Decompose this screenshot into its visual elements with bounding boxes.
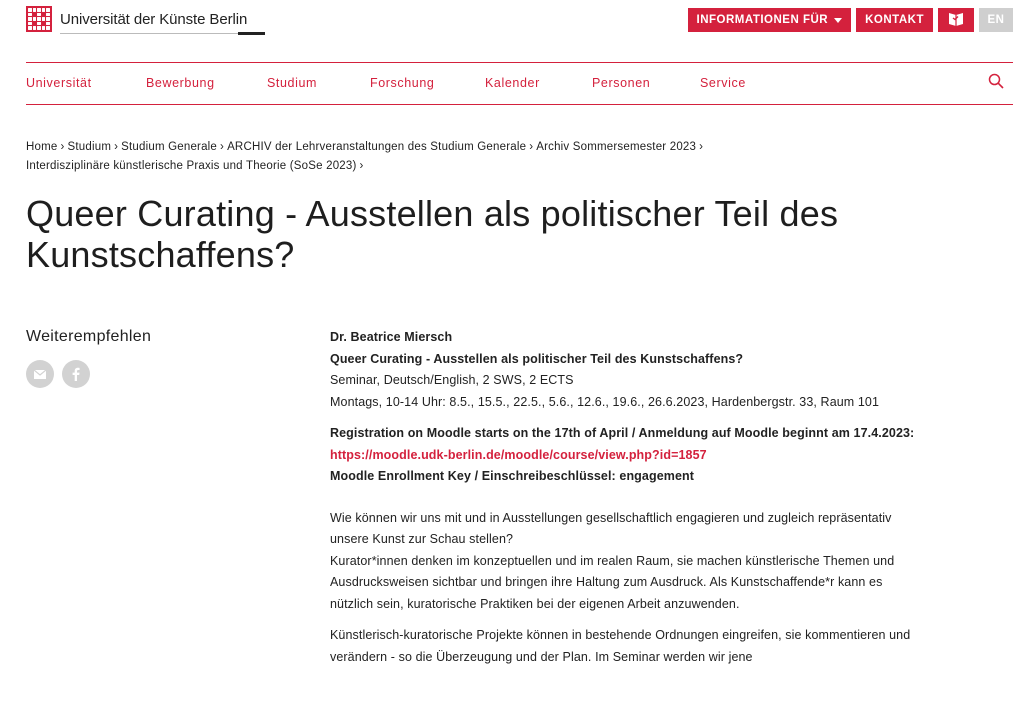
enrollment-key: Moodle Enrollment Key / Einschreibeschlüssel: engagement (330, 469, 695, 483)
share-title: Weiterempfehlen (26, 328, 152, 345)
moodle-course-link[interactable]: https://moodle.udk-berlin.de/moodle/course/view.php?id=1857 (330, 447, 707, 462)
share-email-button[interactable] (26, 360, 54, 388)
breadcrumb-separator: › (220, 141, 225, 153)
top-bar (0, 0, 1024, 56)
breadcrumb-studium-generale[interactable]: Studium Generale (121, 141, 218, 153)
breadcrumb-interdisziplinaere-praxis[interactable]: Interdisziplinäre künstlerische Praxis und Theorie (SoSe 2023) (26, 160, 357, 172)
breadcrumb-separator: › (114, 141, 119, 153)
udk-logo-icon (26, 6, 52, 32)
breadcrumb-archiv-sose-2023[interactable]: Archiv Sommersemester 2023 (536, 141, 697, 153)
main-nav (26, 76, 746, 90)
facebook-icon (72, 367, 80, 381)
breadcrumb-separator: › (359, 160, 364, 172)
share-facebook-button[interactable] (62, 360, 90, 388)
course-schedule: Montags, 10-14 Uhr: 8.5., 15.5., 22.5., 5.6., 12.6., 19.6., 26.6.2023, Hardenbergstr. 33, Raum 101 (330, 394, 880, 409)
logo-underline-accent (238, 32, 265, 35)
breadcrumb-separator: › (699, 141, 704, 153)
share-icons (26, 360, 151, 388)
page-title: Queer Curating - Ausstellen als politischer Teil des Kunstschaffens? (26, 193, 839, 275)
easy-language-button[interactable] (938, 8, 974, 32)
breadcrumb-separator: › (60, 141, 65, 153)
kontakt-button[interactable] (856, 8, 933, 32)
share-section (26, 328, 151, 388)
logo-text: Universität der Künste Berlin (60, 10, 248, 28)
breadcrumb-archiv-lehrveranstaltungen[interactable]: ARCHIV der Lehrveranstaltungen des Studium Generale (227, 141, 527, 153)
logo-underline (60, 33, 265, 34)
language-en-button[interactable] (979, 8, 1013, 32)
breadcrumb-studium[interactable]: Studium (67, 141, 112, 153)
language-en-label: EN (987, 14, 1005, 26)
breadcrumb-home[interactable]: Home (26, 141, 58, 153)
nav-item-universitaet[interactable]: Universität (26, 76, 92, 90)
registration-text: Registration on Moodle starts on the 17th of April / Anmeldung auf Moodle beginnt am 17.4.2023: (330, 426, 915, 440)
caret-down-icon (834, 18, 842, 23)
registration-info (330, 423, 920, 466)
search-icon[interactable] (988, 73, 1004, 89)
nav-item-kalender[interactable]: Kalender (485, 76, 540, 90)
course-content (330, 327, 920, 668)
kontakt-label: KONTAKT (865, 14, 924, 26)
mail-icon (34, 370, 46, 379)
nav-divider-top (26, 62, 1013, 63)
university-logo[interactable] (26, 6, 247, 32)
breadcrumb-separator: › (529, 141, 534, 153)
top-actions (688, 8, 1013, 32)
nav-item-bewerbung[interactable]: Bewerbung (146, 76, 215, 90)
nav-item-studium[interactable]: Studium (267, 76, 318, 90)
nav-item-personen[interactable]: Personen (592, 76, 651, 90)
book-icon (947, 12, 965, 28)
nav-divider-bottom (26, 104, 1013, 105)
nav-item-forschung[interactable]: Forschung (370, 76, 435, 90)
description-paragraph-1a: Wie können wir uns mit und in Ausstellungen gesellschaftlich engagieren und zugleich repräsentativ unsere Kunst zur Schau stellen? (330, 510, 892, 546)
course-title: Queer Curating - Ausstellen als politischer Teil des Kunstschaffens? (330, 351, 744, 366)
course-lecturer: Dr. Beatrice Miersch (330, 330, 453, 344)
description-paragraph-1b: Kurator*innen denken im konzeptuellen und im realen Raum, sie machen künstlerische Themen und Ausdrucksweisen sichtbar und bringen ihre Haltung zum Ausdruck. Als Kunstschaffende*r kann es nützlich sein, kuratorische Praktiken bei der eigenen Arbeit anzuwenden. (330, 553, 895, 611)
course-meta: Seminar, Deutsch/English, 2 SWS, 2 ECTS (330, 373, 574, 387)
description-paragraph-2: Künstlerisch-kuratorische Projekte können in bestehende Ordnungen eingreifen, sie kommentieren und verändern - so die Überzeugung und der Plan. Im Seminar werden wir jene (330, 628, 911, 664)
nav-item-service[interactable]: Service (700, 76, 746, 90)
informationen-fuer-button[interactable] (688, 8, 852, 32)
breadcrumb (26, 138, 986, 176)
informationen-fuer-label: INFORMATIONEN FÜR (696, 14, 829, 26)
